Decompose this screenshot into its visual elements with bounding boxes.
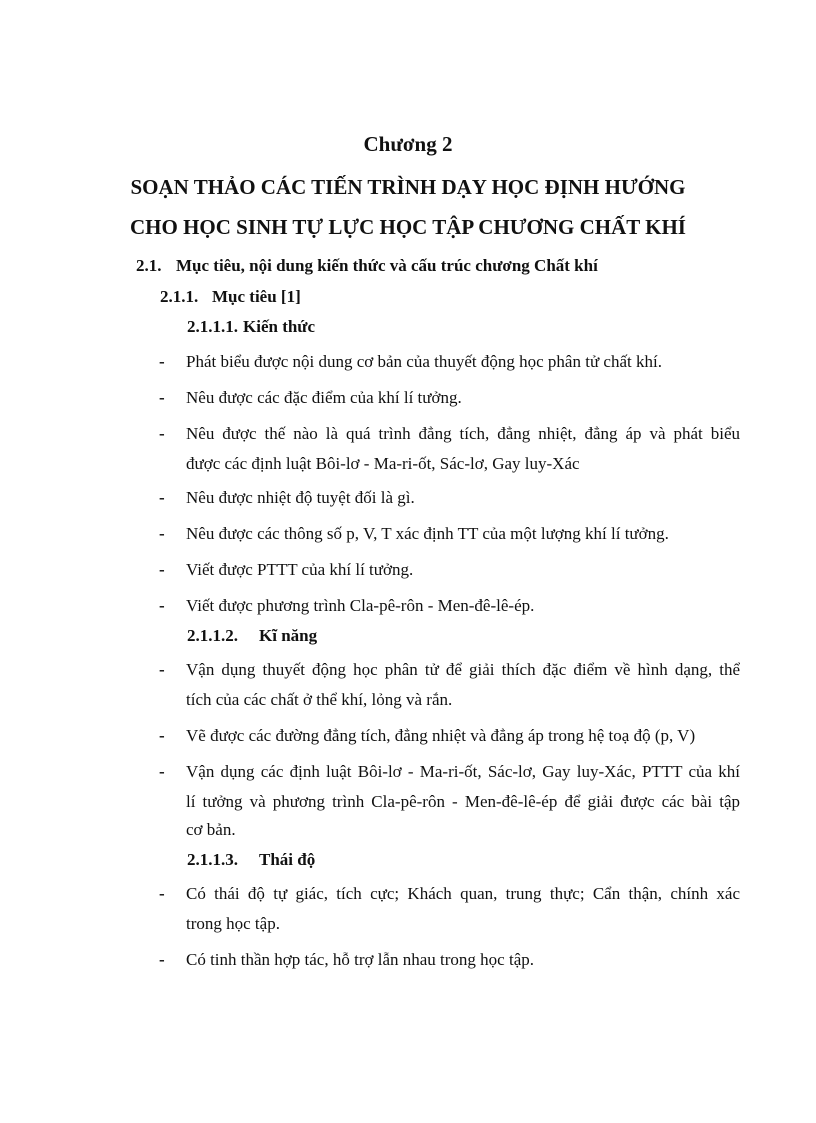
knowledge-number: 2.1.1.1.: [187, 317, 238, 336]
bullet-dash: -: [159, 596, 165, 615]
attitude-item: Có thái độ tự giác, tích cực; Khách quan, trung thực; Cẩn thận, chính xác: [186, 884, 740, 903]
skills-item: Vẽ được các đường đẳng tích, đẳng nhiệt và đẳng áp trong hệ toạ độ (p, V): [186, 726, 696, 745]
chapter-title-line-2: CHO HỌC SINH TỰ LỰC HỌC TẬP CHƯƠNG CHẤT KHÍ: [130, 215, 686, 239]
skills-item: Vận dụng các định luật Bôi-lơ - Ma-ri-ốt, Sác-lơ, Gay luy-Xác, PTTT của khí: [186, 762, 740, 781]
bullet-dash: -: [159, 352, 165, 371]
skills-heading: [187, 626, 317, 646]
skills-item-continued: lí tưởng và phương trình Cla-pê-rôn - Men-đê-lê-ép để giải được các bài tập: [186, 792, 740, 811]
bullet-dash: -: [159, 524, 165, 543]
skills-item-continued: tích của các chất ở thể khí, lỏng và rắn.: [186, 690, 453, 709]
bullet-dash: -: [159, 560, 165, 579]
attitude-title: Thái độ: [259, 850, 316, 869]
bullet-dash: -: [159, 884, 165, 903]
knowledge-item: Viết được PTTT của khí lí tưởng.: [186, 560, 414, 579]
knowledge-item: Nêu được thế nào là quá trình đẳng tích, đẳng nhiệt, đẳng áp và phát biểu: [186, 424, 740, 443]
attitude-item-continued: trong học tập.: [186, 914, 280, 933]
knowledge-item-continued: được các định luật Bôi-lơ - Ma-ri-ốt, Sác-lơ, Gay luy-Xác: [186, 454, 580, 473]
attitude-heading: [187, 850, 315, 870]
skills-title: Kĩ năng: [259, 626, 318, 645]
bullet-dash: -: [159, 660, 165, 679]
bullet-dash: -: [159, 950, 165, 969]
knowledge-item: Nêu được các đặc điểm của khí lí tưởng.: [186, 388, 462, 407]
attitude-item: Có tinh thần hợp tác, hỗ trợ lẫn nhau trong học tập.: [186, 950, 534, 969]
skills-item-continued: cơ bản.: [186, 820, 236, 839]
knowledge-item: Phát biểu được nội dung cơ bản của thuyết động học phân tử chất khí.: [186, 352, 662, 371]
bullet-dash: -: [159, 424, 165, 443]
knowledge-item: Nêu được các thông số p, V, T xác định TT của một lượng khí lí tưởng.: [186, 524, 669, 543]
knowledge-item: Nêu được nhiệt độ tuyệt đối là gì.: [186, 488, 415, 507]
attitude-number: 2.1.1.3.: [187, 850, 238, 869]
bullet-dash: -: [159, 488, 165, 507]
bullet-dash: -: [159, 388, 165, 407]
section-number: 2.1.: [136, 256, 162, 275]
subsection-title: Mục tiêu [1]: [212, 287, 301, 306]
chapter-label: Chương 2: [363, 132, 453, 156]
knowledge-heading: [187, 317, 315, 337]
skills-item: Vận dụng thuyết động học phân tử để giải thích đặc điểm về hình dạng, thể: [186, 660, 740, 679]
knowledge-item: Viết được phương trình Cla-pê-rôn - Men-đê-lê-ép.: [186, 596, 535, 615]
bullet-dash: -: [159, 726, 165, 745]
section-title: Mục tiêu, nội dung kiến thức và cấu trúc chương Chất khí: [176, 256, 598, 275]
section-heading: [136, 256, 598, 276]
skills-number: 2.1.1.2.: [187, 626, 238, 645]
bullet-dash: -: [159, 762, 165, 781]
subsection-number: 2.1.1.: [160, 287, 199, 306]
knowledge-title: Kiến thức: [243, 317, 316, 336]
subsection-heading: [160, 287, 301, 307]
chapter-title-line-1: SOẠN THẢO CÁC TIẾN TRÌNH DẠY HỌC ĐỊNH HƯỚNG: [130, 175, 686, 199]
